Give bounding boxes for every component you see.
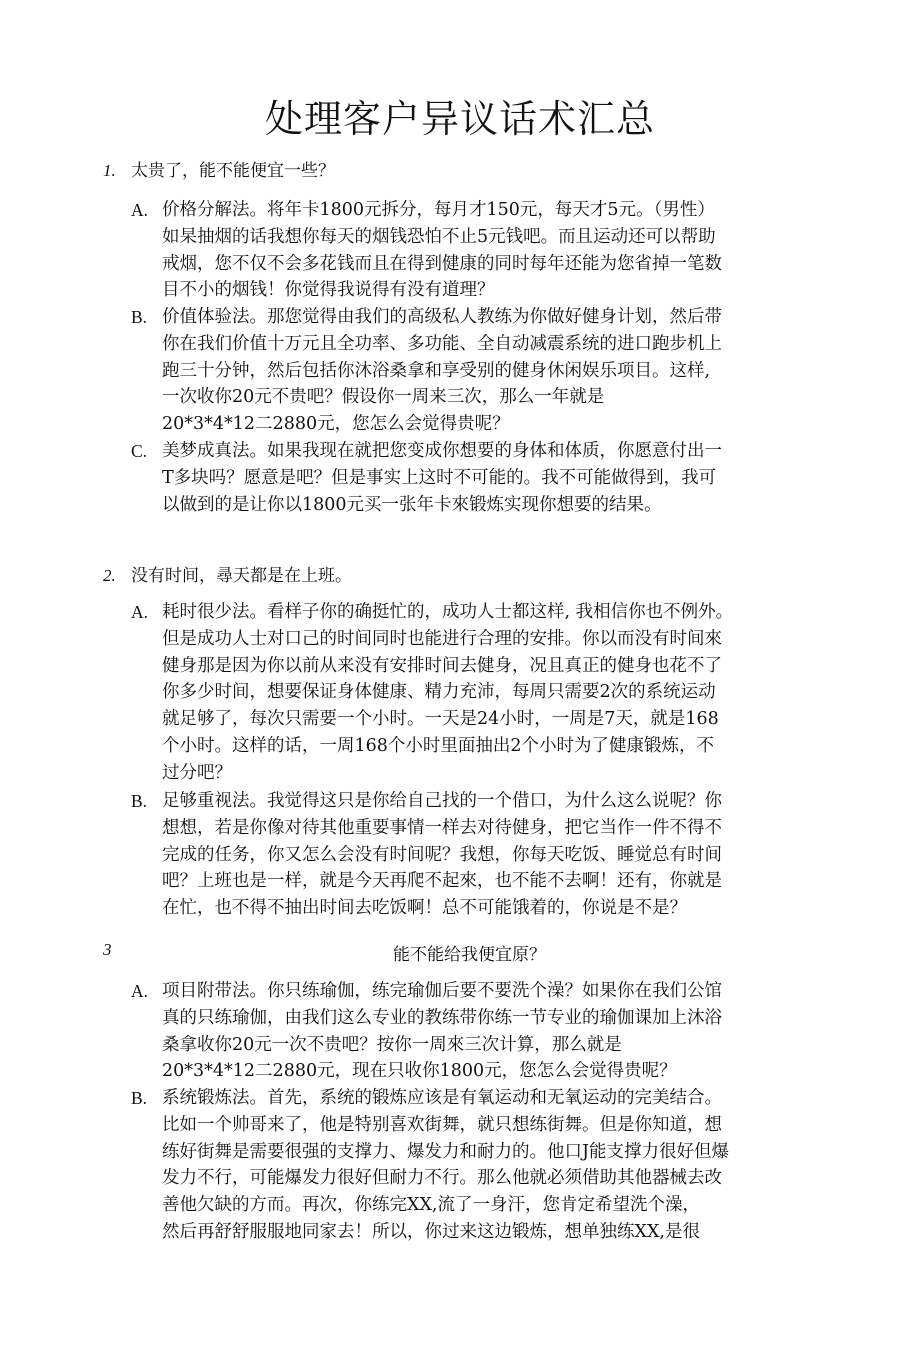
text-line: 系统锻炼法。首先，系统的锻炼应该是有氧运动和无氧运动的完美结合。 bbox=[162, 1088, 722, 1108]
text-line: 如杲抽烟的话我想你每天的烟钱恐怕不止5元钱吧。而且运动还可以帮助 bbox=[162, 226, 716, 247]
text-line: 项目附带法。你只练瑜伽，练完瑜伽后要不要洗个澡？如果你在我们公馆 bbox=[162, 981, 722, 1001]
answer-2a bbox=[131, 599, 781, 787]
text-line: 20*3*4*12二2880元，您怎么会觉得贵呢？ bbox=[162, 414, 510, 435]
answer-1a bbox=[131, 197, 781, 304]
answer-label: C. bbox=[131, 441, 148, 461]
text-line: 真的只练瑜伽，由我们这么专业的教练带你练一节专业的瑜伽课加上沐浴 bbox=[162, 1007, 722, 1028]
text-line: 目不小的烟钱！你觉得我说得有没有道理？ bbox=[162, 280, 495, 301]
answer-1c bbox=[131, 438, 781, 518]
text-line: 善他欠缺的方而。再次，你练完XX,流了一身汗，您肯定希望洗个澡， bbox=[162, 1195, 700, 1216]
text-line: 想想，若是你像对待其他重要事情一样去对待健身，把它当作一件不得不 bbox=[162, 817, 722, 838]
text-line: 就足够了，每次只需要一个小时。一天是24小时，一周是7天，就是168 bbox=[162, 709, 719, 730]
answer-label: A. bbox=[131, 200, 149, 220]
text-line: 20*3*4*12二2880元，现在只收你1800元，您怎么会觉得贵呢？ bbox=[162, 1061, 677, 1082]
answer-label: A. bbox=[131, 602, 149, 622]
answer-text bbox=[162, 304, 781, 438]
text-line: 戒烟，您不仅不会多花钱而且在得到健康的同时每年还能为您省掉一笔数 bbox=[162, 253, 722, 274]
answer-label: B. bbox=[131, 307, 148, 327]
answer-1b bbox=[131, 304, 781, 438]
text-line: 你多少时间，想要保证身体健康、精力充沛，每周只需要2次的系统运动 bbox=[162, 682, 716, 703]
text-line: 一次收你20元不贵吧？假设你一周来三次，那么一年就是 bbox=[162, 387, 605, 408]
answer-text bbox=[162, 788, 781, 922]
text-line: 跑三十分钟，然后包括你沐浴桑拿和享受别的健身休闲娱乐项目。这样, bbox=[162, 360, 711, 381]
answer-text bbox=[162, 1085, 781, 1246]
question-text: 没有时间，尋天都是在上班。 bbox=[131, 566, 352, 586]
text-line: 价格分解法。将年卡1800元拆分，每月才150元，每天才5元。（男性） bbox=[162, 200, 715, 220]
document-title: 处理客户异议话术汇总 bbox=[264, 97, 655, 141]
answer-label: A. bbox=[131, 981, 149, 1001]
answer-label: B. bbox=[131, 791, 148, 811]
text-line: 但是成功人士对口己的时间同时也能进行合理的安排。你以而没有时间來 bbox=[162, 628, 722, 649]
question-number: 3 bbox=[103, 940, 112, 959]
question-text: 能不能给我便宜原？ bbox=[393, 945, 546, 965]
text-line: 个小时。这样的话，一周168个小时里面抽出2个小时为了健康锻炼，不 bbox=[162, 735, 715, 756]
text-line: 吧？上班也是一样，就是今天再爬不起來，也不能不去啊！还有，你就是 bbox=[162, 871, 722, 892]
text-line: 你在我们价值十万元且全功率、多功能、全自动减震系统的进口跑步机上 bbox=[162, 333, 722, 354]
text-line: 美梦成真法。如果我现在就把您变成你想要的身体和体质，你愿意付出一 bbox=[162, 441, 722, 461]
text-line: 健身那是因为你以前从来没有安排时间去健身，况且真正的健身也花不了 bbox=[162, 655, 722, 676]
text-line: 练好街舞是需要很强的支撑力、爆发力和耐力的。他口J能支撑力很好但爆 bbox=[162, 1141, 730, 1162]
answer-text bbox=[162, 599, 781, 787]
answer-3b bbox=[131, 1085, 781, 1246]
answer-2b bbox=[131, 788, 781, 922]
answer-text bbox=[162, 978, 781, 1085]
question-number: 2. bbox=[103, 566, 116, 585]
text-line: 比如一个帅哥来了，他是特别喜欢街舞，就只想练街舞。但是你知道，想 bbox=[162, 1114, 722, 1135]
answer-text bbox=[162, 197, 781, 304]
text-line: 然后再舒舒服服地同家去！所以，你过来这边锻炼，想单独练XX,是很 bbox=[162, 1221, 700, 1242]
question-1 bbox=[103, 156, 335, 181]
question-text: 太贵了，能不能便宜一些？ bbox=[131, 161, 335, 181]
question-2 bbox=[103, 561, 352, 586]
text-line: 以做到的是让你以1800元买一张年卡來锻炼实现你想要的结果。 bbox=[162, 494, 662, 515]
text-line: T多块吗？愿意是吧？但是事实上这时不可能的。我不可能做得到，我可 bbox=[162, 467, 717, 488]
answer-3a bbox=[131, 978, 781, 1085]
question-number: 1. bbox=[103, 161, 116, 180]
answer-label: B. bbox=[131, 1088, 148, 1108]
text-line: 过分吧？ bbox=[162, 762, 232, 783]
text-line: 在忙，也不得不抽出时间去吃饭啊！总不可能饿着的，你说是不是？ bbox=[162, 898, 687, 919]
text-line: 桑拿收你20元一次不贵吧？按你一周來三次计算，那么就是 bbox=[162, 1034, 622, 1055]
text-line: 发力不行，可能爆发力很好但耐力不行。那么他就必须借助其他器械去改 bbox=[162, 1168, 722, 1189]
text-line: 耗时很少法。看样子你的确挺忙的，成功人士都这样, 我相信你也不例外。 bbox=[162, 602, 734, 622]
text-line: 价值体验法。那您觉得由我们的高级私人教练为你做好健身计划，然后带 bbox=[162, 307, 722, 327]
answer-text bbox=[162, 438, 781, 518]
text-line: 完成的任务，你又怎么会没有时间呢？我想，你每天吃饭、睡觉总有时间 bbox=[162, 844, 722, 865]
text-line: 足够重视法。我觉得这只是你给自己找的一个借口，为什么这么说呢？你 bbox=[162, 791, 722, 811]
question-3 bbox=[103, 940, 803, 965]
